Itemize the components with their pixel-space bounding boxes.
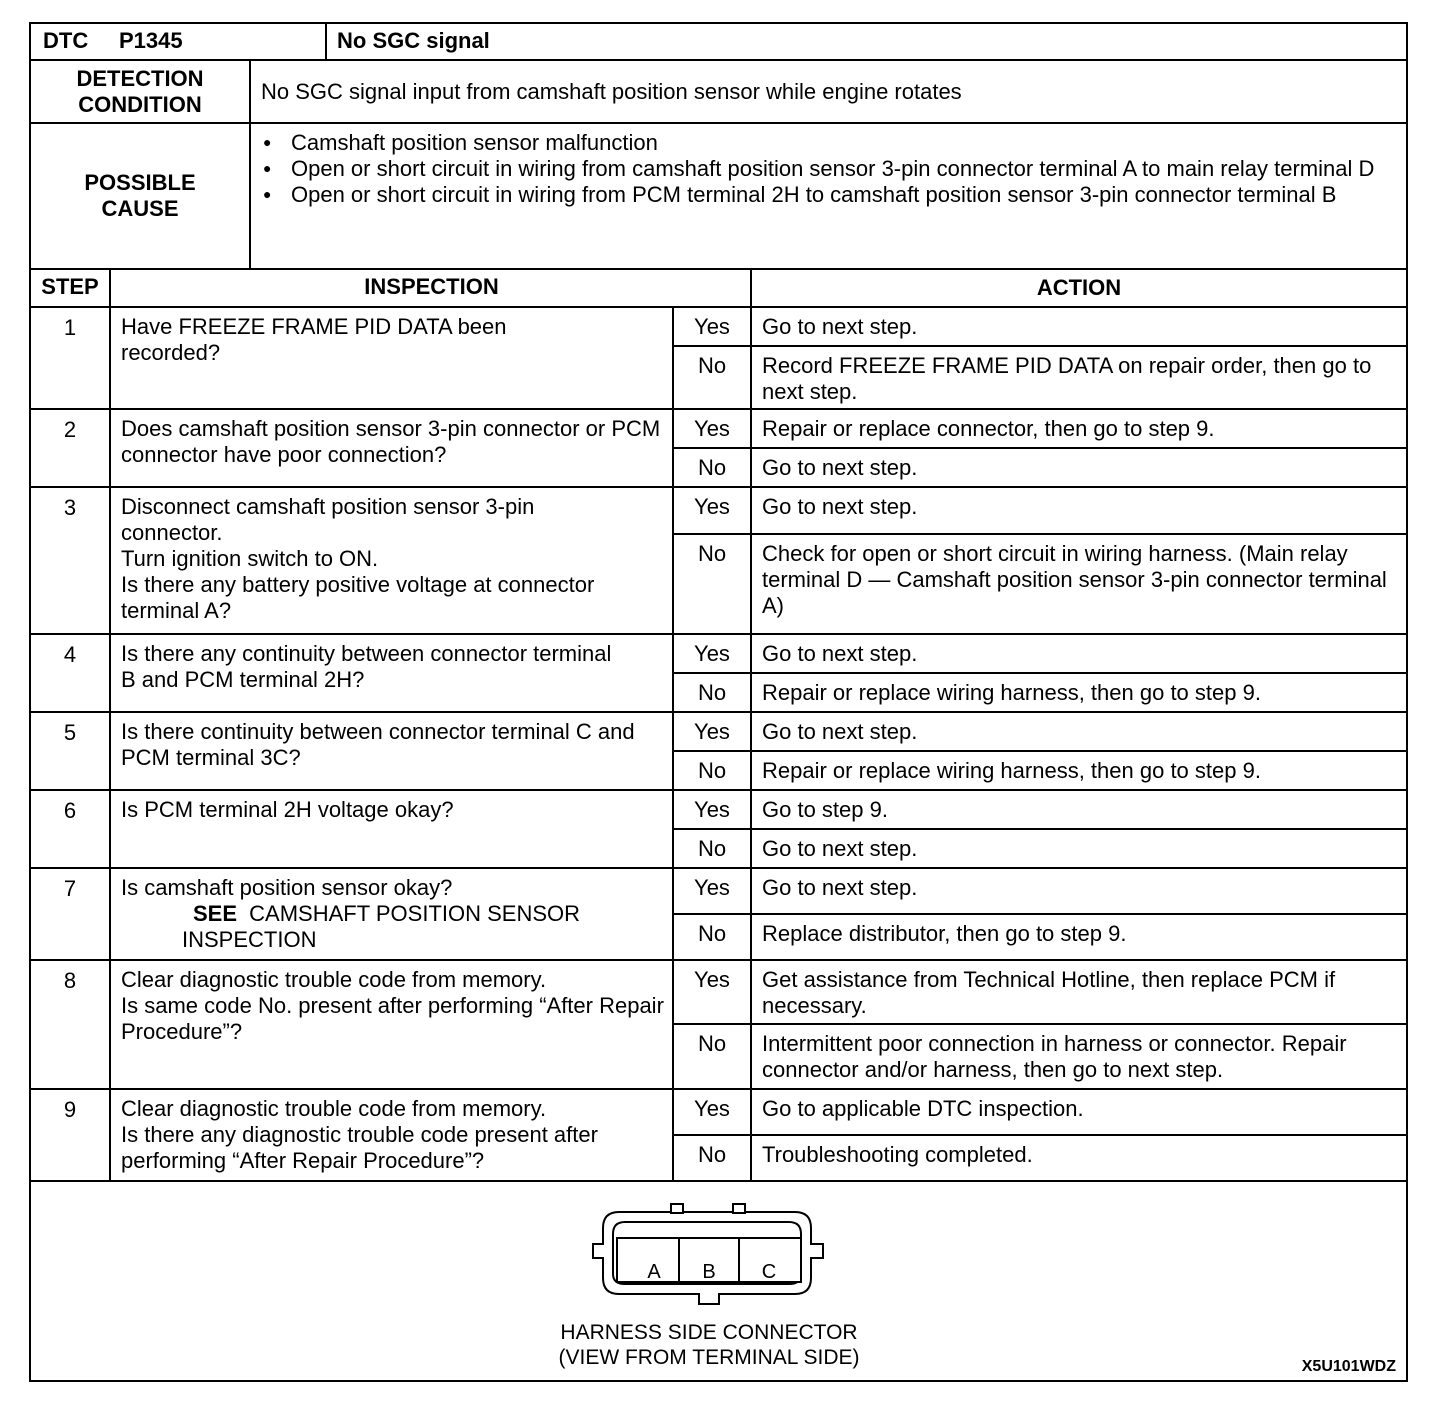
no-action: Record FREEZE FRAME PID DATA on repair order, then go to next step. — [762, 353, 1372, 404]
terminal-label-b: B — [702, 1261, 716, 1283]
step-row — [31, 410, 1406, 488]
see-label: SEE — [193, 901, 238, 926]
no-label: No — [697, 455, 727, 480]
inspection-text: Clear diagnostic trouble code from memory. — [121, 1096, 547, 1121]
yes-label: Yes — [674, 410, 750, 449]
inspection-text: Have FREEZE FRAME PID DATA been recorded? — [121, 314, 507, 365]
yes-action: Go to next step. — [752, 635, 1406, 674]
yes-label: Yes — [674, 1090, 750, 1136]
terminal-label-c: C — [761, 1261, 777, 1283]
step-number: 9 — [63, 1097, 77, 1122]
inspection-text: Is camshaft position sensor okay? — [121, 875, 453, 900]
step-number: 2 — [63, 417, 77, 442]
possible-cause-item: ● Open or short circuit in wiring from PCM terminal 2H to camshaft position sensor 3-pin connector terminal B — [251, 182, 1386, 208]
step-row — [31, 635, 1406, 713]
action-cell — [750, 791, 1406, 867]
no-action: Intermittent poor connection in harness or connector. Repair connector and/or harness, then go to next step. — [762, 1031, 1347, 1082]
harness-connector-diagram — [589, 1198, 829, 1318]
detection-text: No SGC signal input from camshaft position sensor while engine rotates — [261, 78, 962, 104]
step-inspection — [109, 308, 672, 408]
connector-figure — [31, 1182, 1406, 1380]
yes-action: Go to next step. — [752, 869, 1406, 915]
possible-cause-item: ● Camshaft position sensor malfunction — [251, 130, 1386, 156]
inspection-text: Turn ignition switch to ON. — [121, 546, 379, 571]
yes-label: Yes — [674, 961, 750, 1025]
action-cell — [750, 869, 1406, 959]
step-row — [31, 869, 1406, 961]
step-number: 7 — [63, 876, 77, 901]
step-inspection — [109, 713, 672, 789]
step-row — [31, 791, 1406, 869]
yes-label: Yes — [674, 791, 750, 830]
step-row — [31, 308, 1406, 410]
yes-label: Yes — [674, 635, 750, 674]
detection-label: DETECTION CONDITION — [76, 65, 204, 117]
possible-cause-label-cell — [31, 124, 249, 268]
yes-no-cell — [672, 869, 750, 959]
action-cell — [750, 308, 1406, 408]
inspection-text: Is PCM terminal 2H voltage okay? — [121, 797, 454, 822]
inspection-text: Does camshaft position sensor 3-pin connector or PCM connector have poor connection? — [121, 416, 661, 467]
step-number: 5 — [63, 720, 77, 745]
connector-caption-line1: HARNESS SIDE CONNECTOR — [560, 1321, 858, 1344]
inspection-text: Is there any continuity between connector terminal B and PCM terminal 2H? — [121, 641, 612, 692]
action-cell — [750, 488, 1406, 633]
detection-text-cell — [249, 61, 1406, 122]
detection-label-cell — [31, 61, 249, 122]
no-label: No — [697, 836, 727, 861]
step-inspection — [109, 1090, 672, 1180]
possible-cause-label: POSSIBLE CAUSE — [84, 170, 196, 221]
see-reference-title: CAMSHAFT POSITION SENSOR — [249, 901, 581, 926]
no-label: No — [697, 680, 727, 705]
no-label: No — [697, 1031, 727, 1056]
possible-cause-item: ● Open or short circuit in wiring from camshaft position sensor 3-pin connector terminal A to main relay terminal D — [251, 156, 1386, 182]
dtc-label: DTC — [43, 28, 89, 53]
yes-no-cell — [672, 791, 750, 867]
step-inspection — [109, 635, 672, 711]
possible-cause-list — [251, 130, 1386, 208]
yes-no-cell — [672, 308, 750, 408]
action-cell — [750, 410, 1406, 486]
no-label: No — [697, 541, 727, 566]
step-number: 8 — [63, 968, 77, 993]
terminal-label-a: A — [647, 1261, 661, 1283]
inspection-text: Clear diagnostic trouble code from memory. — [121, 967, 547, 992]
dtc-title: No SGC signal — [337, 28, 490, 53]
step-inspection — [109, 791, 672, 867]
no-action: Go to next step. — [762, 455, 918, 480]
step-number: 6 — [63, 798, 77, 823]
step-inspection — [109, 410, 672, 486]
step-number: 1 — [63, 315, 77, 340]
step-row — [31, 961, 1406, 1090]
no-action: Replace distributor, then go to step 9. — [762, 921, 1127, 946]
connector-caption-line2: (VIEW FROM TERMINAL SIDE) — [558, 1346, 860, 1369]
yes-label: Yes — [674, 308, 750, 347]
no-action: Repair or replace wiring harness, then go to step 9. — [762, 758, 1261, 783]
dtc-diagnostic-table — [29, 22, 1408, 1382]
action-cell — [750, 961, 1406, 1088]
no-action: Check for open or short circuit in wiring harness. (Main relay terminal D — Camshaft position sensor 3-pin connector terminal A) — [762, 541, 1387, 618]
no-label: No — [697, 353, 727, 378]
see-reference[interactable] — [121, 901, 664, 927]
yes-label: Yes — [674, 869, 750, 915]
yes-action: Go to next step. — [752, 713, 1406, 752]
dtc-code: P1345 — [119, 28, 183, 53]
column-header-row — [31, 270, 1406, 308]
yes-no-cell — [672, 635, 750, 711]
inspection-text: Is there any diagnostic trouble code present after performing “After Repair Procedure”? — [121, 1122, 598, 1173]
yes-action: Get assistance from Technical Hotline, then replace PCM if necessary. — [752, 961, 1406, 1025]
action-cell — [750, 635, 1406, 711]
yes-no-cell — [672, 961, 750, 1088]
action-cell — [750, 1090, 1406, 1180]
inspection-text: Disconnect camshaft position sensor 3-pin connector. — [121, 494, 535, 545]
yes-action: Repair or replace connector, then go to step 9. — [752, 410, 1406, 449]
yes-no-cell — [672, 1090, 750, 1180]
step-row — [31, 1090, 1406, 1182]
no-action: Repair or replace wiring harness, then go to step 9. — [762, 680, 1261, 705]
yes-action: Go to next step. — [752, 308, 1406, 347]
step-inspection — [109, 961, 672, 1088]
detection-condition-row — [31, 61, 1406, 124]
step-number: 3 — [63, 495, 77, 520]
possible-cause-row — [31, 124, 1406, 270]
column-header-step: STEP — [41, 274, 99, 299]
column-header-action: ACTION — [750, 270, 1406, 306]
header-divider — [325, 24, 1406, 59]
inspection-text: Is same code No. present after performing “After Repair Procedure”? — [121, 993, 664, 1044]
yes-label: Yes — [674, 713, 750, 752]
no-action: Go to next step. — [762, 836, 918, 861]
no-label: No — [697, 921, 727, 946]
column-header-inspection: INSPECTION — [109, 270, 750, 306]
figure-code: X5U101WDZ — [1301, 1358, 1396, 1375]
yes-label: Yes — [674, 488, 750, 535]
possible-cause-list-cell — [249, 124, 1406, 268]
yes-action: Go to step 9. — [752, 791, 1406, 830]
yes-no-cell — [672, 410, 750, 486]
inspection-text: Is there continuity between connector terminal C and PCM terminal 3C? — [121, 719, 635, 770]
step-number: 4 — [63, 642, 77, 667]
no-label: No — [697, 1142, 727, 1167]
inspection-text: Is there any battery positive voltage at connector terminal A? — [121, 572, 595, 623]
see-reference-title-cont: INSPECTION — [182, 927, 317, 952]
step-inspection — [109, 488, 672, 633]
yes-no-cell — [672, 488, 750, 633]
yes-action: Go to next step. — [752, 488, 1406, 535]
yes-no-cell — [672, 713, 750, 789]
dtc-header-row — [31, 24, 1406, 61]
action-cell — [750, 713, 1406, 789]
no-label: No — [697, 758, 727, 783]
step-row — [31, 488, 1406, 635]
step-row — [31, 713, 1406, 791]
no-action: Troubleshooting completed. — [762, 1142, 1033, 1167]
step-inspection — [109, 869, 672, 959]
yes-action: Go to applicable DTC inspection. — [752, 1090, 1406, 1136]
